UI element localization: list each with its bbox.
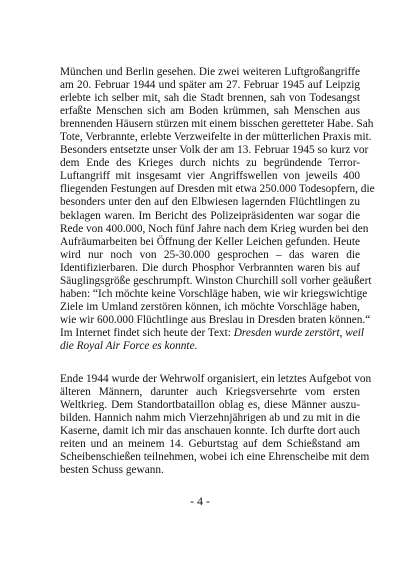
text-line: Säuglingsgröße geschrumpft. Winston Churchill soll vorher geäußert bbox=[60, 274, 372, 287]
text-line: besten Schuss gewann. bbox=[60, 464, 164, 477]
text-line: wird nur noch von 25-30.000 gesprochen – das waren die bbox=[60, 248, 360, 261]
text-line: Tote, Verbrannte, erlebte Verzweifelte in der mütterlichen Praxis mit. bbox=[60, 131, 372, 144]
text-line: Scheibenschießen teilnehmen, wobei ich eine Ehrenscheibe mit dem bbox=[60, 451, 370, 464]
page-number: - 4 - bbox=[190, 494, 210, 508]
text-line: Aufräumarbeiten bei Öffnung der Keller Leichen gefunden. Heute bbox=[60, 235, 360, 248]
text-line: Luftangriff mit insgesamt vier Angriffswellen von jeweils 400 bbox=[60, 170, 360, 183]
text-line: Kaserne, damit ich mir das anschauen konnte. Ich durfte dort auch bbox=[60, 425, 360, 438]
text-line: wie wir 600.000 Flüchtlinge aus Breslau in Dresden braten können.“ bbox=[60, 313, 371, 326]
text-line bbox=[60, 340, 360, 353]
text-line: Rede von 400.000, Noch fünf Jahre nach dem Krieg wurden bei den bbox=[60, 222, 369, 235]
text-line: fliegenden Festungen auf Dresden mit etwa 250.000 Todesopfern, die bbox=[60, 183, 375, 196]
text-line bbox=[60, 326, 365, 340]
text-line: Ende 1944 wurde der Wehrwolf organisiert, ein letztes Aufgebot von bbox=[60, 373, 372, 385]
text-line: am 20. Februar 1944 und später am 27. Februar 1945 auf Leipzig bbox=[60, 79, 360, 92]
text-line: haben: “Ich möchte keine Vorschläge haben, wie wir kriegswichtige bbox=[60, 287, 368, 300]
text-line: Weltkrieg. Dem Standortbataillon oblag es, diese Männer auszu- bbox=[60, 399, 360, 412]
text-line: Identifizierbaren. Die durch Phosphor Verbrannten waren bis auf bbox=[60, 261, 360, 274]
text-line: Ziele im Umland zerstören können, ich möchte Vorschläge haben, bbox=[60, 300, 360, 313]
text-line: brennenden Häusern stürzen mit einem bisschen geretteter Habe. Sah bbox=[60, 118, 374, 131]
italic-quote: die Royal Air Force es konnte. bbox=[60, 339, 198, 352]
text-line: reiten und an meinem 14. Geburtstag auf dem Schießstand am bbox=[60, 438, 360, 451]
italic-quote: Dresden wurde zerstört, weil bbox=[233, 326, 365, 339]
text-line: erlebte ich selber mit, sah die Stadt brennen, sah von Todesangst bbox=[60, 92, 360, 105]
text-line: beklagen waren. Im Bericht des Polizeipräsidenten war sogar die bbox=[60, 209, 360, 222]
paragraph-1 bbox=[60, 66, 375, 353]
text-line: älteren Männern, darunter auch Kriegsversehrte vom ersten bbox=[60, 386, 360, 399]
paragraph-2 bbox=[60, 373, 372, 477]
text-line: München und Berlin gesehen. Die zwei weiteren Luftgroßangriffe bbox=[60, 66, 360, 78]
text-line: bilden. Hannich nahm mich Vierzehnjährigen ab und zu mit in die bbox=[60, 412, 360, 425]
text-line: besonders unter den auf den Elbwiesen lagernden Flüchtlingen zu bbox=[60, 196, 360, 209]
text-line: Besonders entsetzte unser Volk der am 13. Februar 1945 so kurz vor bbox=[60, 144, 369, 157]
text-line: dem Ende des Krieges durch nichts zu begründende Terror- bbox=[60, 157, 360, 170]
text-run: Im Internet findet sich heute der Text: bbox=[60, 326, 234, 339]
text-line: erfaßte Menschen sich am Boden krümmen, sah Menschen aus bbox=[60, 105, 360, 118]
